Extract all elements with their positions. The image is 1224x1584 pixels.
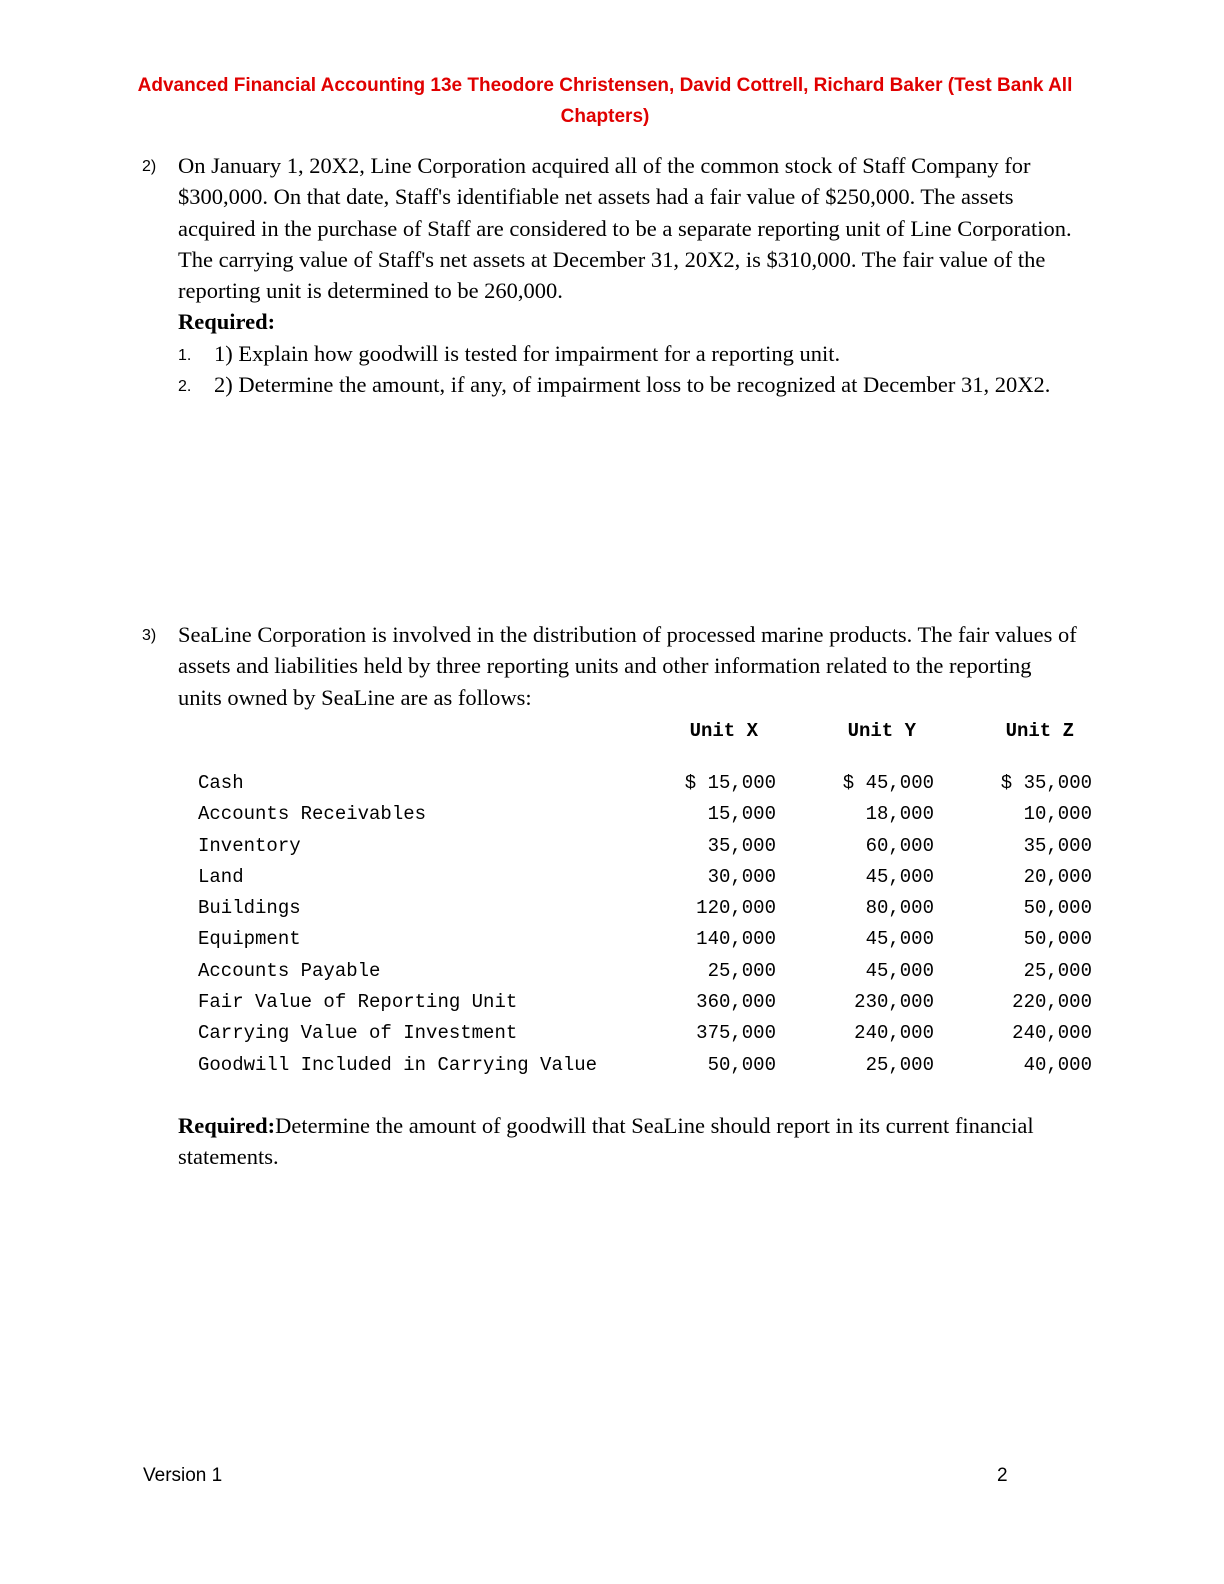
row-value: 35,000 bbox=[707, 834, 776, 857]
row-value: 50,000 bbox=[1023, 928, 1092, 951]
row-value: 35,000 bbox=[1023, 834, 1092, 857]
required-text: Determine the amount of goodwill that SeaLine should report in its current financial statements. bbox=[178, 1113, 1034, 1170]
row-label: Carrying Value of Investment bbox=[198, 1022, 518, 1045]
table-header-unit-y: Unit Y bbox=[847, 720, 916, 742]
header-title-line1: Advanced Financial Accounting 13e Theodore Christensen, David Cottrell, Richard Baker (Test Bank All bbox=[137, 75, 1073, 96]
list-item-number: 2. bbox=[178, 378, 192, 396]
row-label: Goodwill Included in Carrying Value bbox=[198, 1053, 598, 1076]
table-header-unit-z: Unit Z bbox=[1005, 720, 1074, 742]
row-value: $ 35,000 bbox=[1000, 772, 1092, 794]
required-list bbox=[178, 338, 1078, 401]
question-body bbox=[178, 619, 1078, 713]
question-text: SeaLine Corporation is involved in the distribution of processed marine products. The fair values of assets and liabilities held by three reporting units and other information related to the reporting units owned by SeaLine are as follows: bbox=[178, 622, 1077, 710]
footer-page-number: 2 bbox=[997, 1465, 1008, 1486]
reporting-units-table bbox=[198, 716, 1092, 1081]
table-header-unit-x: Unit X bbox=[689, 720, 758, 742]
row-value: 40,000 bbox=[1023, 1053, 1092, 1076]
row-value: 18,000 bbox=[865, 803, 934, 826]
table-row bbox=[198, 956, 1092, 987]
question-number: 3) bbox=[142, 627, 157, 644]
list-item-text: 2) Determine the amount, if any, of impairment loss to be recognized at December 31, 20X2. bbox=[214, 372, 1051, 398]
footer-version: Version 1 bbox=[143, 1465, 223, 1486]
row-value: 375,000 bbox=[696, 1022, 776, 1045]
table-row bbox=[198, 893, 1092, 924]
row-label: Equipment bbox=[198, 928, 301, 951]
document-header bbox=[130, 70, 1080, 132]
question-3-required bbox=[178, 1110, 1078, 1173]
table-row bbox=[198, 831, 1092, 862]
table-row bbox=[198, 862, 1092, 893]
table-row bbox=[198, 799, 1092, 830]
row-label: Accounts Payable bbox=[198, 959, 381, 982]
question-text: On January 1, 20X2, Line Corporation acquired all of the common stock of Staff Company for $300,000. On that date, Staff's identifiable net assets had a fair value of $250,000. The assets acquired in the purchase of Staff are considered to be a separate reporting unit of Line Corporation. The carrying value of Staff's net assets at December 31, 20X2, is $310,000. The fair value of the reporting unit is determined to be 260,000. bbox=[178, 153, 1072, 304]
row-value: 25,000 bbox=[865, 1053, 934, 1076]
row-value: 30,000 bbox=[707, 865, 776, 888]
row-value: 45,000 bbox=[865, 928, 934, 951]
table-header-row bbox=[198, 716, 1092, 768]
list-item-text: 1) Explain how goodwill is tested for impairment for a reporting unit. bbox=[214, 340, 841, 366]
row-label: Inventory bbox=[198, 834, 301, 857]
list-item bbox=[178, 369, 1078, 400]
row-value: 10,000 bbox=[1023, 803, 1092, 826]
question-number: 2) bbox=[142, 158, 157, 175]
row-value: 140,000 bbox=[696, 928, 776, 951]
row-value: 60,000 bbox=[865, 834, 934, 857]
row-value: 360,000 bbox=[696, 991, 776, 1014]
row-value: 25,000 bbox=[707, 959, 776, 982]
row-label: Land bbox=[198, 865, 244, 888]
row-value: 240,000 bbox=[1012, 1022, 1092, 1045]
row-value: $ 45,000 bbox=[842, 772, 934, 794]
table-row bbox=[198, 1018, 1092, 1049]
row-value: 230,000 bbox=[854, 991, 934, 1014]
required-label: Required: bbox=[178, 1113, 276, 1138]
row-value: 240,000 bbox=[854, 1022, 934, 1045]
table-body bbox=[198, 768, 1092, 1081]
header-title-line2: Chapters) bbox=[560, 106, 650, 127]
list-item bbox=[178, 338, 1078, 369]
row-value: $ 15,000 bbox=[684, 772, 776, 794]
row-value: 45,000 bbox=[865, 865, 934, 888]
row-value: 45,000 bbox=[865, 959, 934, 982]
row-label: Buildings bbox=[198, 897, 301, 920]
row-label: Fair Value of Reporting Unit bbox=[198, 991, 518, 1014]
row-label: Cash bbox=[198, 772, 244, 794]
row-label: Accounts Receivables bbox=[198, 803, 427, 826]
table-header-blank bbox=[198, 716, 618, 768]
row-value: 80,000 bbox=[865, 897, 934, 920]
row-value: 15,000 bbox=[707, 803, 776, 826]
table-row bbox=[198, 924, 1092, 955]
table-row bbox=[198, 768, 1092, 799]
list-item-number: 1. bbox=[178, 346, 192, 364]
question-body bbox=[178, 150, 1078, 400]
row-value: 220,000 bbox=[1012, 991, 1092, 1014]
row-value: 50,000 bbox=[1023, 897, 1092, 920]
table-row bbox=[198, 987, 1092, 1018]
row-value: 120,000 bbox=[696, 897, 776, 920]
required-label: Required: bbox=[178, 309, 276, 335]
row-value: 25,000 bbox=[1023, 959, 1092, 982]
row-value: 20,000 bbox=[1023, 865, 1092, 888]
table-row bbox=[198, 1050, 1092, 1081]
row-value: 50,000 bbox=[707, 1053, 776, 1076]
